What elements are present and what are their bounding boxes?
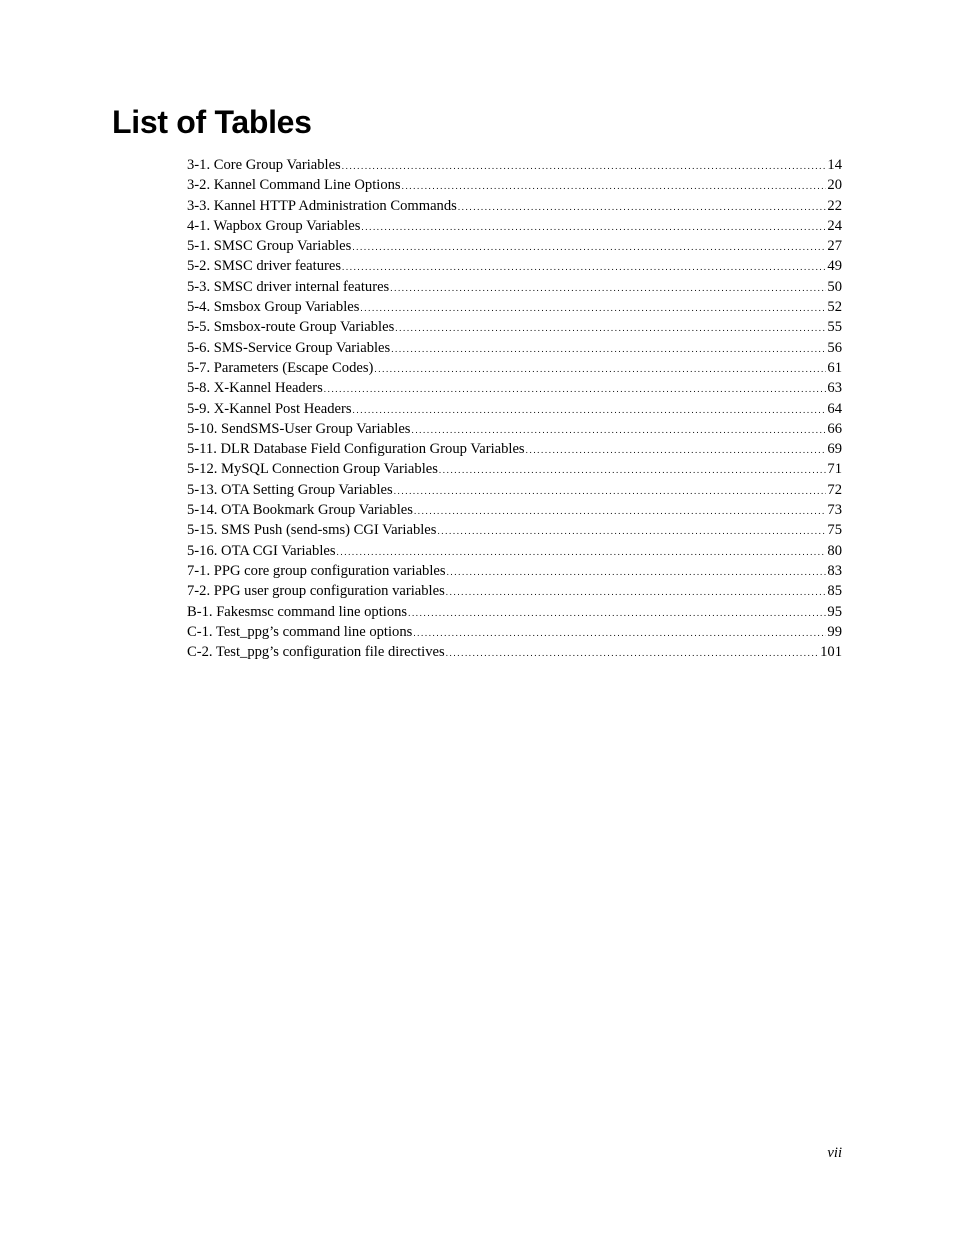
- toc-entry-page: 61: [827, 359, 842, 376]
- toc-entry-page: 75: [827, 522, 842, 539]
- dot-leader: [402, 176, 827, 196]
- toc-entry[interactable]: [187, 297, 842, 317]
- toc-entry[interactable]: [187, 520, 842, 540]
- toc-entry-page: 22: [827, 197, 842, 214]
- dot-leader: [337, 542, 827, 562]
- toc-entry-label: 3-3. Kannel HTTP Administration Commands: [187, 197, 457, 214]
- toc-entry-page: 69: [827, 441, 842, 458]
- dot-leader: [411, 420, 826, 440]
- toc-entry[interactable]: [187, 358, 842, 378]
- toc-entry[interactable]: [187, 155, 842, 175]
- toc-entry-label: 5-15. SMS Push (send-sms) CGI Variables: [187, 522, 437, 539]
- toc-entry-label: 5-8. X-Kannel Headers: [187, 380, 323, 397]
- toc-entry-label: 5-14. OTA Bookmark Group Variables: [187, 502, 413, 519]
- toc-entry-label: 5-7. Parameters (Escape Codes): [187, 359, 374, 376]
- dot-leader: [390, 278, 826, 298]
- toc-entry-page: 72: [827, 481, 842, 498]
- toc-entry[interactable]: [187, 419, 842, 439]
- toc-entry-page: 64: [827, 400, 842, 417]
- toc-entry-label: 5-3. SMSC driver internal features: [187, 278, 390, 295]
- dot-leader: [342, 257, 826, 277]
- dot-leader: [437, 521, 826, 541]
- dot-leader: [361, 217, 826, 237]
- dot-leader: [408, 603, 826, 623]
- dot-leader: [391, 339, 826, 359]
- toc-entry-label: 5-5. Smsbox-route Group Variables: [187, 319, 395, 336]
- dot-leader: [324, 379, 827, 399]
- toc-entry-label: 3-1. Core Group Variables: [187, 157, 341, 173]
- toc-entry-label: 4-1. Wapbox Group Variables: [187, 217, 361, 234]
- dot-leader: [413, 623, 826, 643]
- toc-entry[interactable]: [187, 196, 842, 216]
- toc-entry-page: 80: [827, 542, 842, 559]
- toc-entry[interactable]: [187, 602, 842, 622]
- toc-entry-label: 5-16. OTA CGI Variables: [187, 542, 336, 559]
- dot-leader: [352, 237, 826, 257]
- toc-entry-label: 5-9. X-Kannel Post Headers: [187, 400, 352, 417]
- dot-leader: [360, 298, 826, 318]
- toc-entry[interactable]: [187, 399, 842, 419]
- toc-entry-label: 7-2. PPG user group configuration variables: [187, 583, 445, 600]
- toc-entry-label: 5-10. SendSMS-User Group Variables: [187, 420, 411, 437]
- toc-entry-label: 7-1. PPG core group configuration variables: [187, 562, 446, 579]
- dot-leader: [394, 481, 827, 501]
- toc-entry-page: 55: [827, 319, 842, 336]
- footer-page-number: vii: [827, 1145, 842, 1161]
- toc-entry[interactable]: [187, 500, 842, 520]
- toc-entry-label: C-1. Test_ppg’s command line options: [187, 623, 413, 640]
- dot-leader: [446, 643, 819, 663]
- toc-entry[interactable]: [187, 277, 842, 297]
- toc-entry[interactable]: [187, 459, 842, 479]
- toc-entry-page: 66: [827, 420, 842, 437]
- list-of-tables: [187, 155, 842, 662]
- toc-entry[interactable]: [187, 175, 842, 195]
- toc-entry-page: 56: [827, 339, 842, 356]
- toc-entry-page: 99: [827, 623, 842, 640]
- toc-entry-label: 5-13. OTA Setting Group Variables: [187, 481, 393, 498]
- dot-leader: [446, 582, 827, 602]
- toc-entry-label: 5-12. MySQL Connection Group Variables: [187, 461, 438, 478]
- toc-entry-page: 52: [827, 299, 842, 316]
- toc-entry[interactable]: [187, 561, 842, 581]
- toc-entry-page: 83: [827, 562, 842, 579]
- toc-entry-page: 14: [827, 157, 842, 173]
- toc-entry[interactable]: [187, 236, 842, 256]
- toc-entry-page: 85: [827, 583, 842, 600]
- toc-entry-page: 101: [820, 644, 842, 661]
- toc-entry[interactable]: [187, 642, 842, 662]
- toc-entry-label: 5-4. Smsbox Group Variables: [187, 299, 360, 316]
- toc-entry[interactable]: [187, 338, 842, 358]
- dot-leader: [374, 359, 826, 379]
- toc-entry[interactable]: [187, 439, 842, 459]
- page-title: List of Tables: [112, 104, 312, 140]
- toc-entry-page: 20: [827, 177, 842, 194]
- toc-entry-page: 27: [827, 238, 842, 255]
- toc-entry-label: C-2. Test_ppg’s configuration file directives: [187, 644, 445, 661]
- toc-entry[interactable]: [187, 541, 842, 561]
- toc-entry-page: 73: [827, 502, 842, 519]
- toc-entry-label: 5-11. DLR Database Field Configuration Group Variables: [187, 441, 525, 458]
- toc-entry-label: 5-6. SMS-Service Group Variables: [187, 339, 391, 356]
- toc-entry-label: 5-1. SMSC Group Variables: [187, 238, 352, 255]
- toc-entry-page: 63: [827, 380, 842, 397]
- toc-entry-page: 71: [827, 461, 842, 478]
- dot-leader: [353, 400, 827, 420]
- dot-leader: [395, 318, 826, 338]
- toc-entry[interactable]: [187, 378, 842, 398]
- toc-entry[interactable]: [187, 317, 842, 337]
- dot-leader: [526, 440, 827, 460]
- toc-entry-page: 24: [827, 217, 842, 234]
- dot-leader: [342, 156, 827, 176]
- dot-leader: [447, 562, 827, 582]
- toc-entry-label: 3-2. Kannel Command Line Options: [187, 177, 401, 194]
- toc-entry-page: 95: [827, 603, 842, 620]
- toc-entry[interactable]: [187, 581, 842, 601]
- dot-leader: [439, 460, 827, 480]
- toc-entry[interactable]: [187, 480, 842, 500]
- toc-entry-label: 5-2. SMSC driver features: [187, 258, 342, 275]
- dot-leader: [458, 197, 827, 217]
- toc-entry-label: B-1. Fakesmsc command line options: [187, 603, 408, 620]
- toc-entry-page: 49: [827, 258, 842, 275]
- dot-leader: [414, 501, 826, 521]
- toc-entry[interactable]: [187, 622, 842, 642]
- toc-entry[interactable]: [187, 256, 842, 276]
- toc-entry[interactable]: [187, 216, 842, 236]
- toc-entry-page: 50: [827, 278, 842, 295]
